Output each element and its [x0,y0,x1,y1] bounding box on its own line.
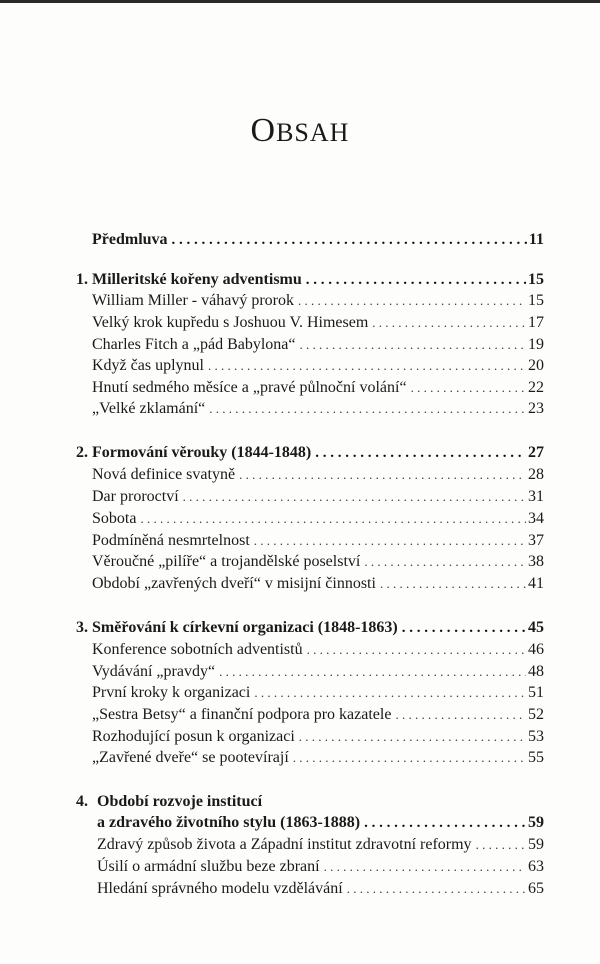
toc-page-number: 45 [528,619,544,636]
page-title [0,112,600,150]
leader-dots [298,291,526,311]
toc-entry-label: Zdravý způsob života a Západní institut zdravotní reformy [97,836,472,853]
toc-entry[interactable] [92,531,544,551]
chapter-number: 3. [76,619,88,636]
toc-entry[interactable] [92,313,544,333]
toc-entry[interactable] [92,487,544,507]
toc-page-number: 31 [528,488,544,505]
page-top-edge [0,0,600,3]
toc-entry-label: William Miller - váhavý prorok [92,292,294,309]
chapter-title: Formování věrouky (1844-1848) [92,444,312,461]
leader-dots [307,640,526,660]
toc-entry[interactable] [92,640,544,660]
toc-chapter-3[interactable] [92,618,544,638]
toc-page-number: 20 [528,357,544,374]
leader-dots [372,313,526,333]
toc-entry[interactable] [92,748,544,768]
toc-chapter-1[interactable] [92,270,544,290]
chapter-title: Milleritské kořeny adventismu [92,271,302,288]
toc-entry[interactable] [92,291,544,311]
toc-entry[interactable] [92,356,544,376]
leader-dots [411,378,526,398]
chapter-number: 4. [76,793,88,810]
toc-page-number: 51 [528,684,544,701]
toc-entry[interactable] [92,574,544,594]
toc-entry-label: Hnutí sedmého měsíce a „pravé půlnoční volání“ [92,379,407,396]
toc-page-number: 65 [528,880,544,897]
toc-entry-label: Úsilí o armádní službu beze zbraní [97,858,320,875]
title-rest: BSAH [276,118,350,147]
toc-page-number: 11 [528,231,544,248]
toc-entry-label: Když čas uplynul [92,357,204,374]
toc-entry-label: Konference sobotních adventistů [92,641,303,658]
chapter-title: a zdravého životního stylu (1863-1888) [97,814,361,831]
toc-entry[interactable] [92,378,544,398]
toc-page-number: 28 [528,466,544,483]
toc-page-number: 52 [528,706,544,723]
toc-page-number: 41 [528,575,544,592]
leader-dots [300,335,527,355]
leader-dots [208,356,526,376]
toc-page-number: 38 [528,553,544,570]
toc-page-number: 48 [528,663,544,680]
leader-dots [172,230,527,250]
toc-page-number: 53 [528,728,544,745]
toc-entry[interactable] [92,552,544,572]
toc-entry-label: Sobota [92,510,137,527]
toc-page-number: 59 [528,814,544,831]
leader-dots [239,465,526,485]
toc-page-number: 15 [528,292,544,309]
toc-page-number: 15 [528,271,544,288]
toc-page-number: 19 [528,336,544,353]
leader-dots [324,857,526,877]
toc-entry[interactable] [92,399,544,419]
leader-dots [347,879,526,899]
toc-entry-label: Věroučné „pilíře“ a trojandělské poselství [92,553,361,570]
toc-entry[interactable] [92,727,544,747]
toc-page-number: 37 [528,532,544,549]
leader-dots [209,399,526,419]
title-initial: O [250,112,277,149]
leader-dots [183,487,526,507]
toc-page-number: 63 [528,858,544,875]
leader-dots [364,813,526,833]
toc-entry-label: Nová definice svatyně [92,466,236,483]
toc-entry-label: Období „zavřených dveří“ v misijní činnosti [92,575,376,592]
toc-entry-label: Hledání správného modelu vzdělávání [97,880,343,897]
toc-page-number: 34 [528,510,544,527]
toc-entry-label: „Velké zklamání“ [92,400,206,417]
toc-page-number: 22 [528,379,544,396]
toc-entry[interactable] [97,835,544,855]
leader-dots [140,509,526,529]
leader-dots [395,705,526,725]
toc-entry-label: „Sestra Betsy“ a finanční podpora pro kazatele [92,706,392,723]
chapter-number: 1. [76,271,88,288]
toc-entry[interactable] [92,509,544,529]
toc-entry[interactable] [92,662,544,682]
leader-dots [315,443,526,463]
toc-page-number: 59 [528,836,544,853]
leader-dots [306,270,526,290]
leader-dots [380,574,526,594]
leader-dots [299,727,526,747]
toc-entry-label: Podmíněná nesmrtelnost [92,532,250,549]
toc-entry-label: Dar proroctví [92,488,179,505]
leader-dots [254,531,526,551]
toc-page-number: 23 [528,400,544,417]
leader-dots [476,835,526,855]
toc-entry-label: Vydávání „pravdy“ [92,663,216,680]
toc-entry[interactable] [92,335,544,355]
toc-page-number: 27 [528,444,544,461]
toc-entry[interactable] [92,683,544,703]
toc-entry-preface[interactable] [92,230,544,250]
toc-entry-label: Velký krok kupředu s Joshuou V. Himesem [92,314,369,331]
toc-entry-label: Rozhodující posun k organizaci [92,728,295,745]
leader-dots [364,552,526,572]
toc-entry-label: „Zavřené dveře“ se pootevírají [92,749,289,766]
chapter-title-line1: Období rozvoje institucí [97,793,263,810]
leader-dots [402,618,526,638]
toc-entry[interactable] [92,705,544,725]
toc-page-number: 46 [528,641,544,658]
toc-chapter-2[interactable] [92,443,544,463]
toc-chapter-4[interactable] [97,813,544,833]
toc-page-number: 17 [528,314,544,331]
toc-entry-label: První kroky k organizaci [92,684,251,701]
toc-entry[interactable] [92,465,544,485]
toc-page-number: 55 [528,749,544,766]
leader-dots [293,748,526,768]
leader-dots [254,683,526,703]
toc-entry-label: Předmluva [92,231,168,248]
chapter-number: 2. [76,444,88,461]
toc-entry-label: Charles Fitch a „pád Babylona“ [92,336,296,353]
chapter-title: Směřování k církevní organizaci (1848-1863) [92,619,398,636]
toc-entry[interactable] [97,857,544,877]
leader-dots [219,662,526,682]
toc-entry[interactable] [97,879,544,899]
